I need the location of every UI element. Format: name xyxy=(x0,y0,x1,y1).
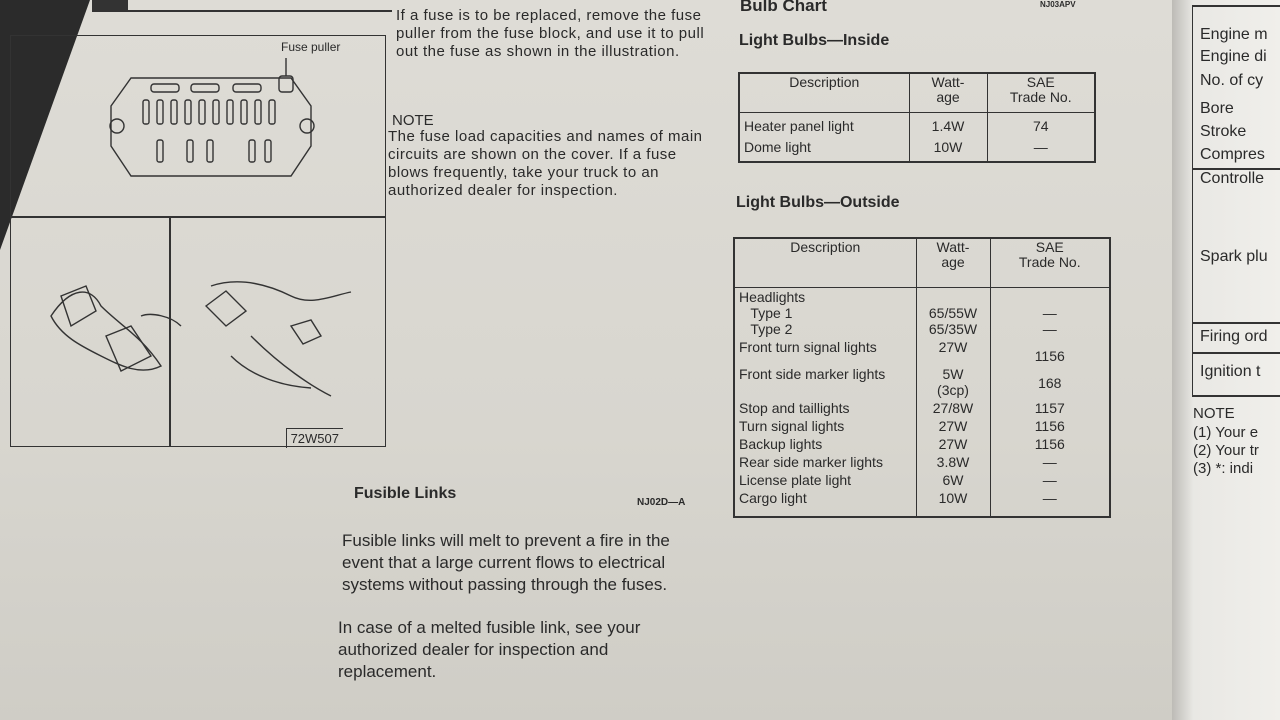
bulb-sae-number: — xyxy=(990,489,1110,517)
column-header: Description xyxy=(739,73,909,113)
table-row xyxy=(734,399,1110,417)
bulb-wattage: 1.4W xyxy=(909,113,987,138)
spec-rule xyxy=(1192,322,1280,324)
illustration-divider-horizontal xyxy=(11,216,385,218)
spec-item: Ignition t xyxy=(1200,363,1261,380)
table-header-row xyxy=(739,73,1095,113)
spec-item: Engine m xyxy=(1200,26,1268,43)
spec-item: Bore xyxy=(1200,100,1234,117)
inside-bulbs-table xyxy=(738,72,1096,163)
bulb-sae-number: — xyxy=(990,471,1110,489)
table-row xyxy=(734,338,1110,365)
table-row xyxy=(739,137,1095,162)
bulb-wattage: 10W xyxy=(916,489,990,517)
fusible-links-heading: Fusible Links xyxy=(354,485,457,502)
bulb-description: Headlights Type 1 Type 2 xyxy=(739,289,806,337)
fusible-links-paragraph: In case of a melted fusible link, see your authorized dealer for inspection and replacement. xyxy=(338,618,641,681)
note-body xyxy=(388,119,718,200)
bulb-wattage: 65/55W 65/35W xyxy=(916,288,990,339)
bulb-wattage: 27W xyxy=(916,417,990,435)
column-header: Watt- age xyxy=(916,238,990,288)
bulb-description: Cargo light xyxy=(739,490,807,506)
bulb-description: Front turn signal lights xyxy=(739,339,877,355)
bulb-description: Stop and taillights xyxy=(739,400,850,416)
header-rule xyxy=(92,10,392,12)
fuse-puller-label: Fuse puller xyxy=(281,40,341,54)
fusible-links-code: NJ02D—A xyxy=(637,497,686,508)
table-row xyxy=(734,417,1110,435)
bulb-description: License plate light xyxy=(739,472,852,488)
bulb-sae-number: — — xyxy=(990,288,1110,339)
bulb-sae-number: — xyxy=(990,453,1110,471)
column-header: SAE Trade No. xyxy=(990,238,1110,288)
bulb-wattage: 5W (3cp) xyxy=(916,365,990,399)
bulb-description: Backup lights xyxy=(739,436,823,452)
table-row xyxy=(734,471,1110,489)
table-row xyxy=(734,435,1110,453)
right-note-item: (2) Your tr xyxy=(1193,442,1259,459)
note-heading: NOTE xyxy=(392,112,434,129)
inside-bulbs-heading: Light Bulbs—Inside xyxy=(739,32,890,49)
right-note-heading: NOTE xyxy=(1193,405,1235,422)
bulb-sae-number: 1157 xyxy=(990,399,1110,417)
column-header: Watt- age xyxy=(909,73,987,113)
bulb-sae-number: 1156 xyxy=(990,435,1110,453)
bulb-description: Rear side marker lights xyxy=(739,454,883,470)
table-row xyxy=(734,365,1110,399)
figure-code: 72W507 xyxy=(286,428,343,448)
table-row xyxy=(734,288,1110,339)
table-row xyxy=(739,113,1095,138)
bulb-wattage: 27W xyxy=(916,435,990,453)
bulb-chart-title: Bulb Chart xyxy=(740,0,827,15)
bulb-wattage: 10W xyxy=(909,137,987,162)
fuse-block-drawing xyxy=(11,36,387,448)
bulb-sae-number: 1156 xyxy=(990,417,1110,435)
spec-item: Engine di xyxy=(1200,48,1267,65)
outside-bulbs-heading: Light Bulbs—Outside xyxy=(736,194,900,211)
fuse-illustration xyxy=(10,35,386,447)
fuse-intro-text: If a fuse is to be replaced, remove the fuse puller from the fuse block, and use it to pull out the fuse as shown in the illustration. xyxy=(396,7,705,60)
bulb-chart-code: NJ03APV xyxy=(1040,0,1076,9)
table-header-row xyxy=(734,238,1110,288)
column-header: SAE Trade No. xyxy=(987,73,1095,113)
spec-item: Firing ord xyxy=(1200,328,1268,345)
bulb-wattage: 3.8W xyxy=(916,453,990,471)
fusible-links-paragraph: Fusible links will melt to prevent a fire in the event that a large current flows to electrical systems without passing through the fuses. xyxy=(342,531,670,594)
spec-item: Compres xyxy=(1200,146,1265,163)
spec-item: No. of cy xyxy=(1200,72,1264,89)
bulb-description: Dome light xyxy=(744,139,811,155)
spec-item: Controlle xyxy=(1200,170,1265,187)
bulb-wattage: 6W xyxy=(916,471,990,489)
spec-rule xyxy=(1192,352,1280,354)
note-body-text: The fuse load capacities and names of main circuits are shown on the cover. If a fuse blows frequently, take your truck to an authorized dealer for inspection. xyxy=(388,128,703,199)
bulb-sae-number: 1156 xyxy=(990,338,1110,365)
bulb-description: Turn signal lights xyxy=(739,418,845,434)
spec-rule xyxy=(1192,395,1280,397)
spec-item: Spark plu xyxy=(1200,248,1268,265)
table-row xyxy=(734,453,1110,471)
column-header: Description xyxy=(734,238,916,288)
outside-bulbs-table xyxy=(733,237,1111,518)
spec-rule xyxy=(1192,5,1280,7)
bulb-wattage: 27W xyxy=(916,338,990,365)
spec-item: Stroke xyxy=(1200,123,1247,140)
illustration-divider-vertical xyxy=(169,216,171,447)
table-row xyxy=(734,489,1110,517)
bulb-sae-number: 74 xyxy=(987,113,1095,138)
right-note-item: (1) Your e xyxy=(1193,424,1259,441)
bulb-description: Heater panel light xyxy=(744,118,854,134)
right-note-item: (3) *: indi xyxy=(1193,460,1254,477)
bulb-wattage: 27/8W xyxy=(916,399,990,417)
bulb-sae-number: 168 xyxy=(990,365,1110,399)
bulb-sae-number: — xyxy=(987,137,1095,162)
bulb-description: Front side marker lights xyxy=(739,366,886,382)
